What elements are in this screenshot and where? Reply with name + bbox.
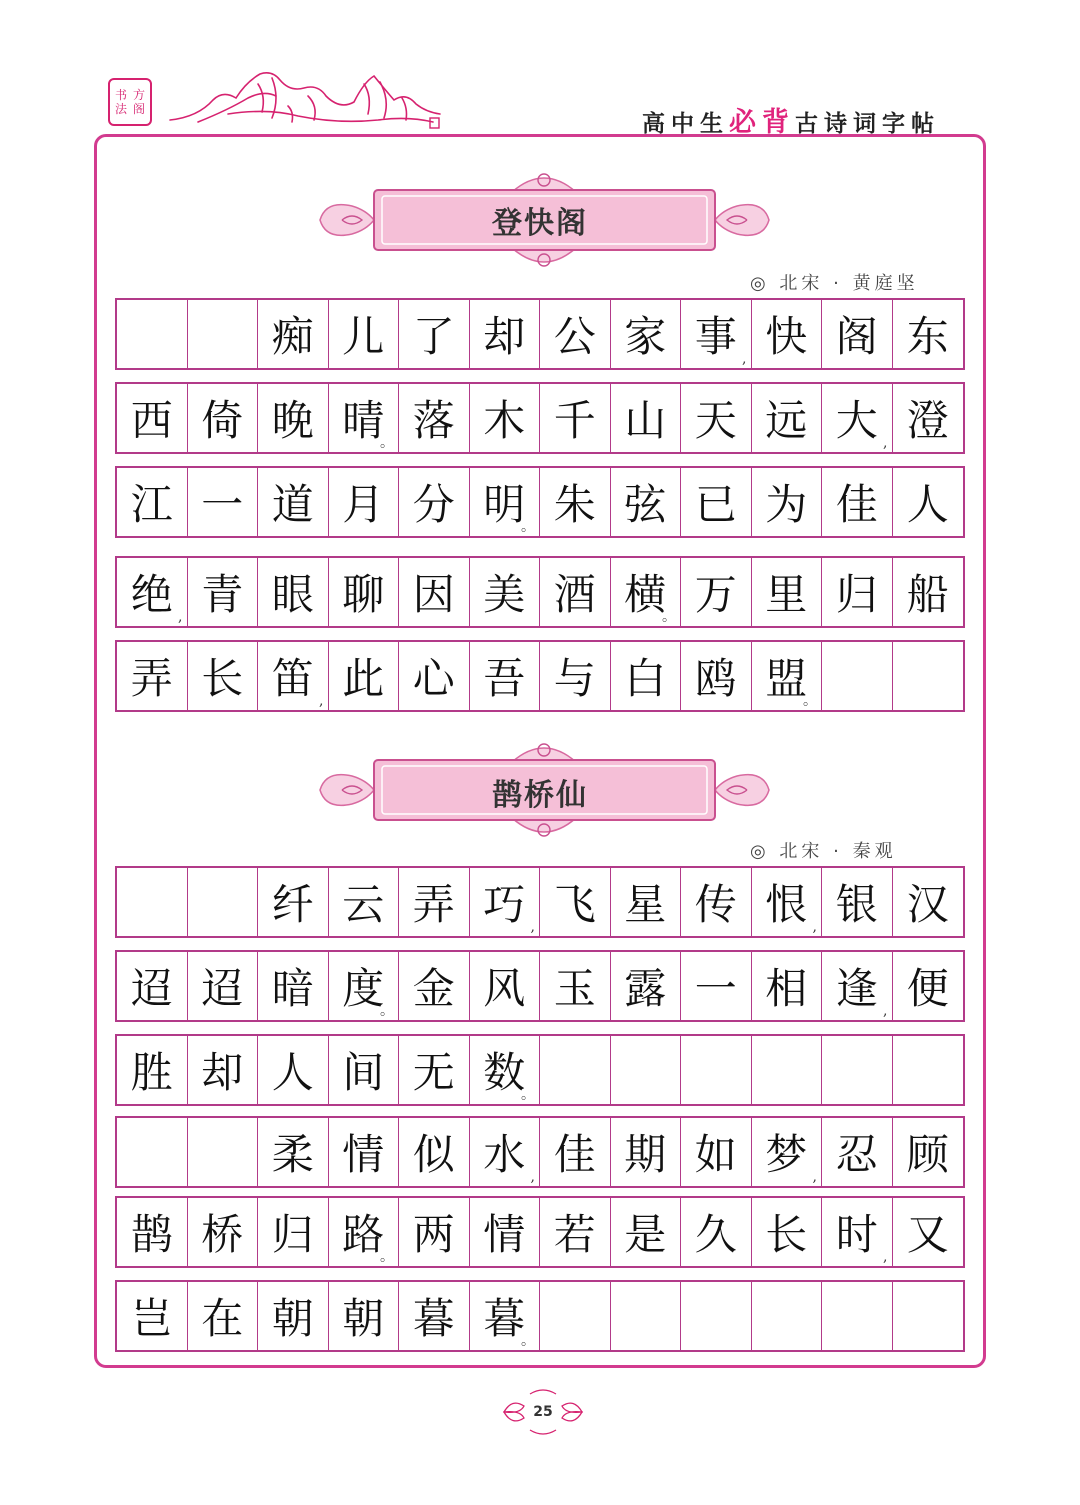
grid-cell — [258, 558, 329, 626]
grid-cell — [681, 468, 752, 536]
poem-title: 鹊桥仙 — [492, 778, 588, 813]
grid-cell — [893, 558, 964, 626]
grid-cell — [117, 952, 188, 1020]
grid-cell — [399, 468, 470, 536]
grid-character: 暮 — [412, 1294, 455, 1343]
grid-character: 银 — [835, 880, 878, 929]
grid-cell — [188, 1282, 259, 1350]
punctuation-mark: 。 — [380, 1003, 394, 1019]
grid-character: 家 — [624, 312, 667, 361]
grid-character: 落 — [412, 396, 455, 445]
grid-character: 似 — [412, 1130, 455, 1179]
grid-character: 江 — [130, 480, 173, 529]
grid-character: 弦 — [624, 480, 667, 529]
grid-cell — [540, 468, 611, 536]
grid-character: 情 — [483, 1210, 526, 1259]
grid-character: 巧 — [483, 880, 526, 929]
grid-cell — [258, 952, 329, 1020]
grid-cell — [329, 1118, 400, 1186]
grid-cell — [470, 1282, 541, 1350]
grid-character: 迢 — [201, 964, 244, 1013]
grid-cell — [117, 868, 188, 936]
grid-cell — [329, 642, 400, 710]
grid-character: 忍 — [835, 1130, 878, 1179]
grid-character: 风 — [483, 964, 526, 1013]
seal-char: 阁 — [132, 102, 145, 116]
grid-cell — [681, 384, 752, 452]
grid-cell — [399, 1118, 470, 1186]
grid-character: 恨 — [765, 880, 808, 929]
grid-cell — [822, 558, 893, 626]
grid-character: 笛 — [271, 654, 314, 703]
grid-character: 绝 — [130, 570, 173, 619]
grid-character: 梦 — [765, 1130, 808, 1179]
punctuation-mark: 。 — [380, 1249, 394, 1265]
grid-character: 鹊 — [130, 1210, 173, 1259]
poem-author: ◎ 北宋 · 黄庭坚 — [750, 273, 919, 294]
grid-cell — [822, 468, 893, 536]
grid-cell — [822, 642, 893, 710]
grid-character: 东 — [906, 312, 949, 361]
grid-cell — [752, 468, 823, 536]
practice-grid-row — [115, 640, 965, 712]
grid-character: 却 — [483, 312, 526, 361]
punctuation-mark: , — [178, 609, 183, 625]
grid-character: 是 — [624, 1210, 667, 1259]
practice-grid-row — [115, 466, 965, 538]
grid-character: 儿 — [342, 312, 385, 361]
title-prefix: 高中生 — [642, 111, 729, 137]
grid-cell — [188, 1036, 259, 1104]
practice-grid-row — [115, 1280, 965, 1352]
punctuation-mark: 。 — [521, 519, 535, 535]
grid-cell — [470, 300, 541, 368]
grid-character: 水 — [483, 1130, 526, 1179]
practice-grid-row — [115, 1116, 965, 1188]
grid-cell — [822, 384, 893, 452]
grid-cell — [329, 300, 400, 368]
grid-cell — [611, 468, 682, 536]
grid-character: 分 — [412, 480, 455, 529]
page-number: 25 — [533, 1404, 553, 1420]
grid-cell — [399, 868, 470, 936]
grid-character: 星 — [624, 880, 667, 929]
grid-cell — [188, 868, 259, 936]
grid-cell — [681, 952, 752, 1020]
grid-character: 柔 — [271, 1130, 314, 1179]
grid-cell — [540, 952, 611, 1020]
grid-cell — [540, 558, 611, 626]
grid-character: 阁 — [835, 312, 878, 361]
grid-character: 汉 — [906, 880, 949, 929]
grid-character: 已 — [694, 480, 737, 529]
grid-cell — [117, 384, 188, 452]
grid-cell — [893, 1118, 964, 1186]
punctuation-mark: 。 — [521, 1333, 535, 1349]
grid-cell — [399, 384, 470, 452]
grid-cell — [117, 468, 188, 536]
grid-character: 事 — [694, 312, 737, 361]
grid-character: 此 — [342, 654, 385, 703]
grid-character: 青 — [201, 570, 244, 619]
grid-cell — [752, 642, 823, 710]
grid-character: 人 — [906, 480, 949, 529]
grid-character: 千 — [553, 396, 596, 445]
grid-cell — [329, 1198, 400, 1266]
grid-cell — [893, 952, 964, 1020]
grid-character: 无 — [412, 1048, 455, 1097]
grid-character: 快 — [765, 312, 808, 361]
grid-cell — [329, 384, 400, 452]
grid-cell — [470, 1118, 541, 1186]
grid-character: 朝 — [271, 1294, 314, 1343]
grid-cell — [188, 300, 259, 368]
punctuation-mark: , — [742, 351, 747, 367]
grid-cell — [893, 468, 964, 536]
grid-cell — [399, 1282, 470, 1350]
grid-cell — [893, 300, 964, 368]
grid-character: 吾 — [483, 654, 526, 703]
grid-cell — [893, 384, 964, 452]
grid-character: 木 — [483, 396, 526, 445]
grid-character: 顾 — [906, 1130, 949, 1179]
grid-cell — [258, 1282, 329, 1350]
grid-cell — [258, 868, 329, 936]
grid-character: 万 — [694, 570, 737, 619]
grid-character: 纤 — [271, 880, 314, 929]
grid-cell — [822, 300, 893, 368]
grid-cell — [611, 384, 682, 452]
grid-cell — [752, 384, 823, 452]
grid-cell — [540, 1198, 611, 1266]
grid-cell — [188, 468, 259, 536]
grid-character: 佳 — [835, 480, 878, 529]
grid-cell — [188, 384, 259, 452]
grid-cell — [822, 952, 893, 1020]
practice-grid-row — [115, 866, 965, 938]
grid-cell — [611, 300, 682, 368]
grid-cell — [399, 952, 470, 1020]
grid-character: 在 — [201, 1294, 244, 1343]
punctuation-mark: 。 — [380, 435, 394, 451]
punctuation-mark: , — [812, 1169, 817, 1185]
grid-cell — [329, 868, 400, 936]
grid-character: 盟 — [765, 654, 808, 703]
grid-character: 澄 — [906, 396, 949, 445]
grid-character: 弄 — [130, 654, 173, 703]
book-logo-seal — [108, 78, 152, 126]
grid-cell — [893, 642, 964, 710]
grid-cell — [752, 1282, 823, 1350]
grid-cell — [188, 1198, 259, 1266]
grid-cell — [611, 1118, 682, 1186]
grid-character: 晴 — [342, 396, 385, 445]
grid-character: 酒 — [553, 570, 596, 619]
grid-cell — [752, 868, 823, 936]
punctuation-mark: , — [812, 919, 817, 935]
grid-cell — [540, 1118, 611, 1186]
grid-character: 便 — [906, 964, 949, 1013]
grid-character: 飞 — [553, 880, 596, 929]
poem-title: 登快阁 — [492, 206, 588, 241]
grid-character: 人 — [271, 1048, 314, 1097]
grid-cell — [540, 642, 611, 710]
grid-character: 云 — [342, 880, 385, 929]
grid-character: 逢 — [835, 964, 878, 1013]
grid-character: 又 — [906, 1210, 949, 1259]
grid-character: 朱 — [553, 480, 596, 529]
grid-character: 玉 — [553, 964, 596, 1013]
punctuation-mark: 。 — [803, 693, 817, 709]
grid-cell — [399, 300, 470, 368]
practice-grid-row — [115, 382, 965, 454]
practice-grid-row — [115, 556, 965, 628]
grid-cell — [752, 300, 823, 368]
grid-cell — [822, 1198, 893, 1266]
grid-cell — [117, 642, 188, 710]
grid-character: 月 — [342, 480, 385, 529]
punctuation-mark: , — [319, 693, 324, 709]
grid-cell — [752, 558, 823, 626]
grid-character: 为 — [765, 480, 808, 529]
title-suffix: 古诗词字帖 — [795, 111, 940, 137]
grid-character: 痴 — [271, 312, 314, 361]
practice-grid-row — [115, 1034, 965, 1106]
grid-character: 暮 — [483, 1294, 526, 1343]
grid-character: 若 — [553, 1210, 596, 1259]
grid-cell — [188, 1118, 259, 1186]
grid-character: 道 — [271, 480, 314, 529]
grid-cell — [188, 952, 259, 1020]
grid-character: 情 — [342, 1130, 385, 1179]
grid-cell — [188, 558, 259, 626]
grid-character: 山 — [624, 396, 667, 445]
grid-character: 间 — [342, 1048, 385, 1097]
grid-cell — [893, 1282, 964, 1350]
grid-cell — [681, 1282, 752, 1350]
grid-cell — [470, 384, 541, 452]
grid-character: 船 — [906, 570, 949, 619]
grid-character: 度 — [342, 964, 385, 1013]
grid-character: 一 — [694, 964, 737, 1013]
grid-cell — [329, 952, 400, 1020]
grid-character: 露 — [624, 964, 667, 1013]
grid-character: 天 — [694, 396, 737, 445]
grid-cell — [258, 1036, 329, 1104]
title-highlight: 必背 — [729, 107, 795, 138]
grid-cell — [681, 300, 752, 368]
grid-cell — [752, 952, 823, 1020]
grid-character: 里 — [765, 570, 808, 619]
grid-cell — [117, 558, 188, 626]
grid-character: 久 — [694, 1210, 737, 1259]
grid-cell — [893, 868, 964, 936]
grid-cell — [893, 1198, 964, 1266]
grid-cell — [540, 868, 611, 936]
grid-cell — [681, 642, 752, 710]
grid-cell — [540, 1036, 611, 1104]
grid-cell — [258, 642, 329, 710]
grid-cell — [117, 1282, 188, 1350]
grid-cell — [681, 1036, 752, 1104]
grid-cell — [117, 1198, 188, 1266]
grid-cell — [470, 1036, 541, 1104]
grid-cell — [329, 1282, 400, 1350]
punctuation-mark: , — [530, 919, 535, 935]
seal-char: 法 — [114, 102, 127, 116]
grid-character: 归 — [835, 570, 878, 619]
grid-cell — [611, 642, 682, 710]
seal-char: 书 — [114, 88, 127, 102]
grid-character: 美 — [483, 570, 526, 619]
grid-cell — [611, 868, 682, 936]
grid-character: 长 — [201, 654, 244, 703]
punctuation-mark: 。 — [521, 1087, 535, 1103]
grid-character: 鸥 — [694, 654, 737, 703]
grid-cell — [540, 384, 611, 452]
grid-cell — [117, 1036, 188, 1104]
grid-cell — [329, 1036, 400, 1104]
grid-cell — [681, 558, 752, 626]
grid-character: 相 — [765, 964, 808, 1013]
grid-character: 长 — [765, 1210, 808, 1259]
grid-character: 晚 — [271, 396, 314, 445]
practice-grid-row — [115, 298, 965, 370]
grid-cell — [822, 1282, 893, 1350]
grid-character: 暗 — [271, 964, 314, 1013]
grid-cell — [822, 1118, 893, 1186]
grid-character: 心 — [412, 654, 455, 703]
grid-character: 大 — [835, 396, 878, 445]
grid-cell — [258, 1118, 329, 1186]
grid-character: 远 — [765, 396, 808, 445]
grid-cell — [399, 558, 470, 626]
grid-character: 与 — [553, 654, 596, 703]
grid-character: 两 — [412, 1210, 455, 1259]
grid-cell — [117, 300, 188, 368]
mountain-illustration-icon — [168, 62, 443, 132]
grid-cell — [681, 1118, 752, 1186]
grid-character: 时 — [835, 1210, 878, 1259]
grid-cell — [470, 642, 541, 710]
grid-cell — [258, 384, 329, 452]
grid-cell — [611, 952, 682, 1020]
grid-character: 明 — [483, 480, 526, 529]
grid-character: 传 — [694, 880, 737, 929]
grid-cell — [611, 558, 682, 626]
grid-character: 了 — [412, 312, 455, 361]
grid-cell — [540, 300, 611, 368]
grid-character: 岂 — [130, 1294, 173, 1343]
grid-cell — [329, 558, 400, 626]
grid-character: 金 — [412, 964, 455, 1013]
grid-character: 西 — [130, 396, 173, 445]
grid-cell — [681, 1198, 752, 1266]
grid-cell — [822, 1036, 893, 1104]
grid-cell — [329, 468, 400, 536]
grid-cell — [681, 868, 752, 936]
grid-cell — [470, 952, 541, 1020]
grid-character: 白 — [624, 654, 667, 703]
grid-character: 聊 — [342, 570, 385, 619]
grid-cell — [752, 1036, 823, 1104]
grid-cell — [399, 1036, 470, 1104]
grid-character: 弄 — [412, 880, 455, 929]
grid-character: 朝 — [342, 1294, 385, 1343]
punctuation-mark: 。 — [662, 609, 676, 625]
poem-author: ◎ 北宋 · 秦观 — [750, 841, 897, 862]
grid-character: 胜 — [130, 1048, 173, 1097]
seal-char: 方 — [132, 88, 145, 102]
grid-cell — [399, 642, 470, 710]
grid-character: 倚 — [201, 396, 244, 445]
grid-character: 迢 — [130, 964, 173, 1013]
grid-cell — [258, 1198, 329, 1266]
grid-cell — [893, 1036, 964, 1104]
grid-character: 横 — [624, 570, 667, 619]
grid-character: 归 — [271, 1210, 314, 1259]
grid-character: 一 — [201, 480, 244, 529]
grid-character: 数 — [483, 1048, 526, 1097]
grid-cell — [470, 468, 541, 536]
punctuation-mark: , — [883, 1249, 888, 1265]
punctuation-mark: , — [530, 1169, 535, 1185]
grid-character: 因 — [412, 570, 455, 619]
grid-cell — [540, 1282, 611, 1350]
grid-cell — [470, 558, 541, 626]
practice-grid-row — [115, 950, 965, 1022]
grid-cell — [752, 1198, 823, 1266]
grid-character: 眼 — [271, 570, 314, 619]
grid-character: 桥 — [201, 1210, 244, 1259]
grid-character: 公 — [553, 312, 596, 361]
grid-character: 却 — [201, 1048, 244, 1097]
grid-cell — [470, 868, 541, 936]
grid-cell — [258, 468, 329, 536]
grid-cell — [611, 1036, 682, 1104]
grid-character: 路 — [342, 1210, 385, 1259]
grid-cell — [752, 1118, 823, 1186]
grid-cell — [188, 642, 259, 710]
grid-cell — [117, 1118, 188, 1186]
grid-cell — [470, 1198, 541, 1266]
grid-cell — [399, 1198, 470, 1266]
grid-character: 佳 — [553, 1130, 596, 1179]
punctuation-mark: , — [883, 1003, 888, 1019]
grid-cell — [822, 868, 893, 936]
grid-cell — [611, 1282, 682, 1350]
grid-cell — [258, 300, 329, 368]
grid-cell — [611, 1198, 682, 1266]
grid-character: 如 — [694, 1130, 737, 1179]
punctuation-mark: , — [883, 435, 888, 451]
practice-grid-row — [115, 1196, 965, 1268]
grid-character: 期 — [624, 1130, 667, 1179]
